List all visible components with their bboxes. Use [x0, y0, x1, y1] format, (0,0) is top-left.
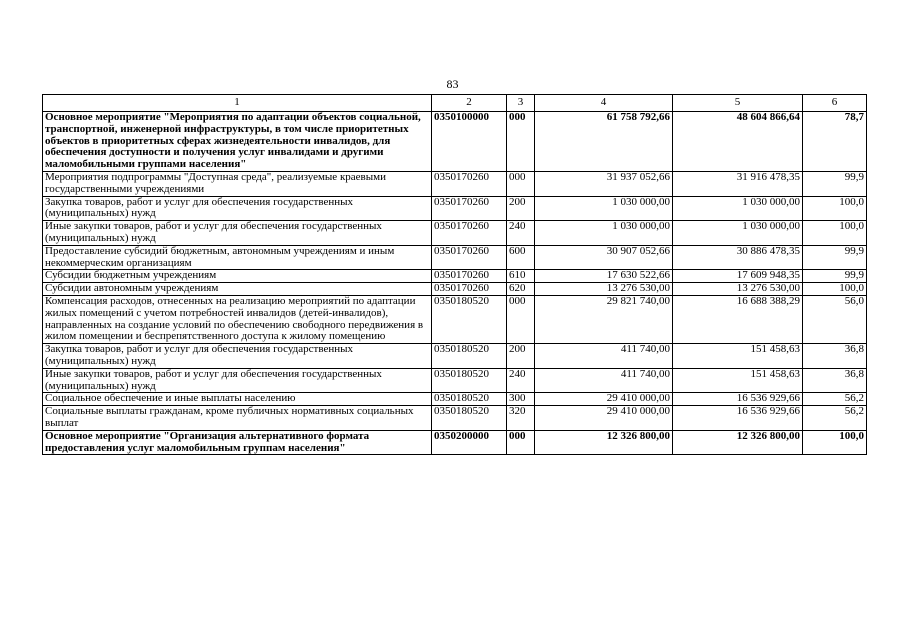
row-type-cell: 200 — [507, 196, 535, 221]
row-code-cell: 0350180520 — [432, 295, 507, 343]
row-actual-amount-cell: 31 916 478,35 — [673, 171, 803, 196]
row-plan-amount-cell: 1 030 000,00 — [535, 221, 673, 246]
row-percent-cell: 100,0 — [803, 283, 867, 296]
row-plan-amount-cell: 30 907 052,66 — [535, 245, 673, 270]
row-actual-amount-cell: 16 688 388,29 — [673, 295, 803, 343]
row-actual-amount-cell: 30 886 478,35 — [673, 245, 803, 270]
row-name-cell: Компенсация расходов, отнесенных на реализацию мероприятий по адаптации жилых помещений с учетом потребностей инвалидов (детей-инвалидов), направленных на создание условий по обеспечению свободного передвижения в жилом помещении и беспрепятственного доступа к жилому помещению — [43, 295, 432, 343]
row-type-cell: 240 — [507, 221, 535, 246]
row-percent-cell: 99,9 — [803, 270, 867, 283]
row-type-cell: 000 — [507, 295, 535, 343]
row-code-cell: 0350100000 — [432, 112, 507, 172]
table-row — [43, 430, 867, 455]
table-row — [43, 283, 867, 296]
row-name-cell: Мероприятия подпрограммы "Доступная среда", реализуемые краевыми государственными учреждениями — [43, 171, 432, 196]
row-plan-amount-cell: 61 758 792,66 — [535, 112, 673, 172]
row-code-cell: 0350200000 — [432, 430, 507, 455]
table-row — [43, 245, 867, 270]
row-plan-amount-cell: 1 030 000,00 — [535, 196, 673, 221]
table-row — [43, 270, 867, 283]
table-row — [43, 344, 867, 369]
row-name-cell: Закупка товаров, работ и услуг для обеспечения государственных (муниципальных) нужд — [43, 344, 432, 369]
row-type-cell: 320 — [507, 406, 535, 431]
table-row — [43, 196, 867, 221]
row-name-cell: Основное мероприятие "Мероприятия по адаптации объектов социальной, транспортной, инженерной инфраструктуры, в том числе приоритетных объектов в приоритетных сферах жизнедеятельности инвалидов, для обеспечения доступности и получения услуг инвалидами и другими маломобильными группами населения" — [43, 112, 432, 172]
row-type-cell: 200 — [507, 344, 535, 369]
row-name-cell: Социальное обеспечение и иные выплаты населению — [43, 393, 432, 406]
row-code-cell: 0350170260 — [432, 283, 507, 296]
row-code-cell: 0350170260 — [432, 245, 507, 270]
row-actual-amount-cell: 1 030 000,00 — [673, 221, 803, 246]
row-percent-cell: 100,0 — [803, 430, 867, 455]
row-actual-amount-cell: 48 604 866,64 — [673, 112, 803, 172]
table-row — [43, 368, 867, 393]
row-actual-amount-cell: 16 536 929,66 — [673, 393, 803, 406]
column-header: 6 — [803, 95, 867, 112]
row-plan-amount-cell: 12 326 800,00 — [535, 430, 673, 455]
row-name-cell: Закупка товаров, работ и услуг для обеспечения государственных (муниципальных) нужд — [43, 196, 432, 221]
row-code-cell: 0350180520 — [432, 393, 507, 406]
column-header: 1 — [43, 95, 432, 112]
row-type-cell: 000 — [507, 171, 535, 196]
column-header: 4 — [535, 95, 673, 112]
row-type-cell: 620 — [507, 283, 535, 296]
row-name-cell: Предоставление субсидий бюджетным, автономным учреждениям и иным некоммерческим организациям — [43, 245, 432, 270]
row-percent-cell: 100,0 — [803, 221, 867, 246]
table-row — [43, 221, 867, 246]
row-actual-amount-cell: 17 609 948,35 — [673, 270, 803, 283]
column-number-row — [43, 95, 867, 112]
column-header: 3 — [507, 95, 535, 112]
row-plan-amount-cell: 31 937 052,66 — [535, 171, 673, 196]
row-percent-cell: 36,8 — [803, 344, 867, 369]
row-type-cell: 610 — [507, 270, 535, 283]
row-type-cell: 600 — [507, 245, 535, 270]
row-type-cell: 300 — [507, 393, 535, 406]
row-actual-amount-cell: 12 326 800,00 — [673, 430, 803, 455]
row-plan-amount-cell: 29 410 000,00 — [535, 406, 673, 431]
row-percent-cell: 56,2 — [803, 393, 867, 406]
row-percent-cell: 99,9 — [803, 171, 867, 196]
table-row — [43, 112, 867, 172]
table-row — [43, 406, 867, 431]
row-code-cell: 0350170260 — [432, 221, 507, 246]
table-row — [43, 393, 867, 406]
row-actual-amount-cell: 13 276 530,00 — [673, 283, 803, 296]
row-code-cell: 0350180520 — [432, 344, 507, 369]
page-number: 83 — [446, 77, 459, 91]
row-code-cell: 0350170260 — [432, 171, 507, 196]
row-name-cell: Субсидии бюджетным учреждениям — [43, 270, 432, 283]
row-plan-amount-cell: 411 740,00 — [535, 344, 673, 369]
row-code-cell: 0350170260 — [432, 270, 507, 283]
row-percent-cell: 56,0 — [803, 295, 867, 343]
row-actual-amount-cell: 151 458,63 — [673, 344, 803, 369]
row-actual-amount-cell: 151 458,63 — [673, 368, 803, 393]
row-code-cell: 0350170260 — [432, 196, 507, 221]
row-code-cell: 0350180520 — [432, 368, 507, 393]
row-name-cell: Социальные выплаты гражданам, кроме публичных нормативных социальных выплат — [43, 406, 432, 431]
row-plan-amount-cell: 13 276 530,00 — [535, 283, 673, 296]
row-type-cell: 000 — [507, 112, 535, 172]
row-plan-amount-cell: 29 821 740,00 — [535, 295, 673, 343]
row-percent-cell: 78,7 — [803, 112, 867, 172]
row-plan-amount-cell: 29 410 000,00 — [535, 393, 673, 406]
row-percent-cell: 56,2 — [803, 406, 867, 431]
row-plan-amount-cell: 17 630 522,66 — [535, 270, 673, 283]
row-name-cell: Основное мероприятие "Организация альтернативного формата предоставления услуг маломобильным группам населения" — [43, 430, 432, 455]
row-name-cell: Субсидии автономным учреждениям — [43, 283, 432, 296]
row-actual-amount-cell: 16 536 929,66 — [673, 406, 803, 431]
row-name-cell: Иные закупки товаров, работ и услуг для обеспечения государственных (муниципальных) нужд — [43, 368, 432, 393]
row-actual-amount-cell: 1 030 000,00 — [673, 196, 803, 221]
row-type-cell: 240 — [507, 368, 535, 393]
row-code-cell: 0350180520 — [432, 406, 507, 431]
column-header: 2 — [432, 95, 507, 112]
row-name-cell: Иные закупки товаров, работ и услуг для обеспечения государственных (муниципальных) нужд — [43, 221, 432, 246]
table-row — [43, 295, 867, 343]
column-header: 5 — [673, 95, 803, 112]
table-row — [43, 171, 867, 196]
row-percent-cell: 36,8 — [803, 368, 867, 393]
row-percent-cell: 100,0 — [803, 196, 867, 221]
row-type-cell: 000 — [507, 430, 535, 455]
row-percent-cell: 99,9 — [803, 245, 867, 270]
budget-table — [42, 94, 867, 455]
row-plan-amount-cell: 411 740,00 — [535, 368, 673, 393]
